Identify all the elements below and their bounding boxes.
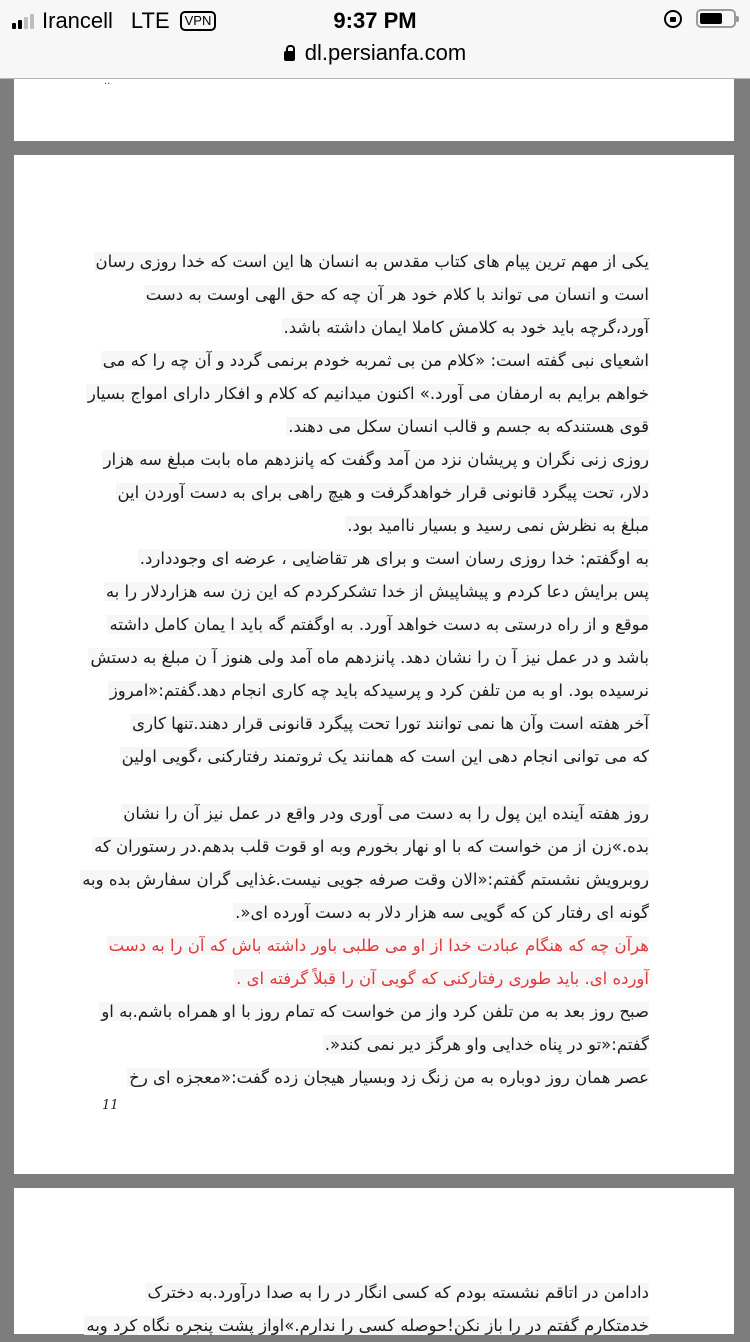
- text-line: [80, 278, 649, 311]
- text-line: [80, 410, 649, 443]
- text-line: [80, 797, 649, 830]
- line-text: روز هفته آینده این پول را به دست می آوری ودر واقع در عمل نیز آن را نشان: [123, 804, 649, 823]
- battery-fill: [700, 13, 722, 24]
- text-line: [80, 608, 649, 641]
- text-line: [80, 830, 649, 863]
- line-text: صبح روز بعد به من تلفن کرد واز من خواست که تمام روز با او همراه باشم.به او: [101, 1002, 649, 1021]
- line-text: باشد و در عمل نیز آ ن را نشان دهد. پانزدهم ماه آمد ولی هنوز آ ن مبلغ به دستش: [90, 648, 649, 667]
- page-text: [80, 245, 649, 1094]
- paragraph-gap: [80, 773, 649, 797]
- line-text: نرسیده بود. او به من تلفن کرد و پرسیدکه باید چه کاری انجام دهد.گفتم:«امروز: [109, 681, 649, 700]
- line-text: آورده ای. باید طوری رفتارکنی که گویی آن را قبلاً گرفته ای .: [236, 969, 649, 988]
- line-text: دلار، تحت پیگرد قانونی قرار خواهدگرفت و هیچ راهی برای به دست آوردن این: [117, 483, 649, 502]
- line-text: موقع و از راه درستی به دست خواهد آورد. به اوگفتم گه باید ا یمان کامل داشته: [109, 615, 649, 634]
- text-line: [80, 542, 649, 575]
- text-line: [80, 896, 649, 929]
- line-text: روبرویش نشستم گفتم:«الان وقت صرفه جویی نیست.غذایی گران سفارش بده وبه: [82, 870, 649, 889]
- text-line: [80, 707, 649, 740]
- clock: 9:37 PM: [333, 8, 417, 33]
- text-line: [80, 674, 649, 707]
- line-text: عصر همان روز دوباره به من زنگ زد وبسیار هیجان زده گفت:«معجزه ای رخ: [129, 1068, 649, 1087]
- text-line: [80, 377, 649, 410]
- text-line: [84, 1309, 649, 1342]
- status-left: [12, 6, 216, 36]
- pdf-page-next: [14, 1188, 734, 1334]
- text-line: [80, 344, 649, 377]
- line-text: مبلغ به نظرش نمی رسید و بسیار ناامید بود.: [347, 516, 649, 535]
- text-line: [80, 575, 649, 608]
- text-line: [80, 863, 649, 896]
- text-line: [80, 1028, 649, 1061]
- text-line: [80, 509, 649, 542]
- line-text: روزی زنی نگران و پریشان نزد من آمد وگفت که پانزدهم ماه بابت مبلغ سه هزار: [103, 450, 649, 469]
- address-bar[interactable]: [0, 38, 750, 68]
- highlighted-line: [80, 962, 649, 995]
- line-text: به اوگفتم: خدا روزی رسان است و برای هر تقاضایی ، عرضه ای وجوددارد.: [139, 549, 649, 568]
- vpn-badge: VPN: [180, 11, 217, 31]
- carrier-name: Irancell: [42, 8, 113, 33]
- rotation-lock-icon: [664, 10, 682, 28]
- text-line: [80, 1061, 649, 1094]
- battery-icon: [696, 9, 736, 28]
- network-type: LTE: [130, 8, 170, 33]
- pdf-page-current: [14, 155, 734, 1174]
- text-line: [84, 1276, 649, 1309]
- line-text: آورد،گرچه باید خود به کلامش کاملا ایمان داشته باشد.: [283, 318, 649, 337]
- line-text: اشعیای نبی گفته است: «کلام من بی ثمربه خودم برنمی گردد و آن چه را که می: [102, 351, 649, 370]
- url-text[interactable]: dl.persianfa.com: [304, 40, 467, 65]
- line-text: خدمتکارم گفتم در را باز نکن!حوصله کسی را ندارم.»اواز پشت پنجره نگاه کرد وبه: [86, 1316, 649, 1335]
- line-text: هرآن چه که هنگام عبادت خدا از او می طلبی باور داشته باش که آن را به دست: [108, 936, 649, 955]
- line-text: قوی هستندکه به جسم و قالب انسان سکل می دهند.: [288, 417, 649, 436]
- lock-icon: [284, 51, 295, 61]
- line-text: یکی از مهم ترین پیام های کتاب مقدس به انسان ها این است که خدا روزی رسان: [95, 252, 649, 271]
- line-text: است و انسان می تواند با کلام خود هر آن چه که حق الهی اوست به دست: [145, 285, 649, 304]
- status-right: [664, 9, 736, 28]
- line-text: بده.»زن از من خواست که با او نهار بخورم وبه او قوت قلب بدهم.در رستوران که: [94, 837, 649, 856]
- page-artifact: ··: [104, 79, 111, 90]
- text-line: [80, 476, 649, 509]
- line-text: آخر هفته است وآن ها نمی توانند تورا تحت پیگرد قانونی قرار دهند.تنها کاری: [132, 714, 649, 733]
- line-text: که می توانی انجام دهی این است که همانند یک ثروتمند رفتارکنی ،گویی اولین: [121, 747, 649, 766]
- page-number: 11: [102, 1098, 119, 1113]
- text-line: [80, 443, 649, 476]
- text-line: [80, 311, 649, 344]
- line-text: گفتم:«تو در پناه خدایی واو هرگز دیر نمی کند«.: [324, 1035, 649, 1054]
- highlighted-line: [80, 929, 649, 962]
- line-text: خواهم برایم به ارمفان می آورد.» اکنون میدانیم که کلام و افکار دارای امواج بسیار: [87, 384, 649, 403]
- text-line: [80, 740, 649, 773]
- line-text: دادامن در اتاقم نشسته بودم که کسی انگار در را به صدا درآورد.به دخترک: [147, 1283, 649, 1302]
- next-page-text: [84, 1276, 649, 1342]
- text-line: [80, 995, 649, 1028]
- line-text: گونه ای رفتار کن که گویی سه هزار دلار به دست آورده ای«.: [235, 903, 649, 922]
- text-line: [80, 245, 649, 278]
- text-line: [80, 641, 649, 674]
- line-text: پس برایش دعا کردم و پیشاپیش از خدا تشکرکردم که این زن سه هزاردلار را به: [105, 582, 649, 601]
- status-bar: [0, 0, 750, 79]
- signal-icon: [12, 13, 34, 29]
